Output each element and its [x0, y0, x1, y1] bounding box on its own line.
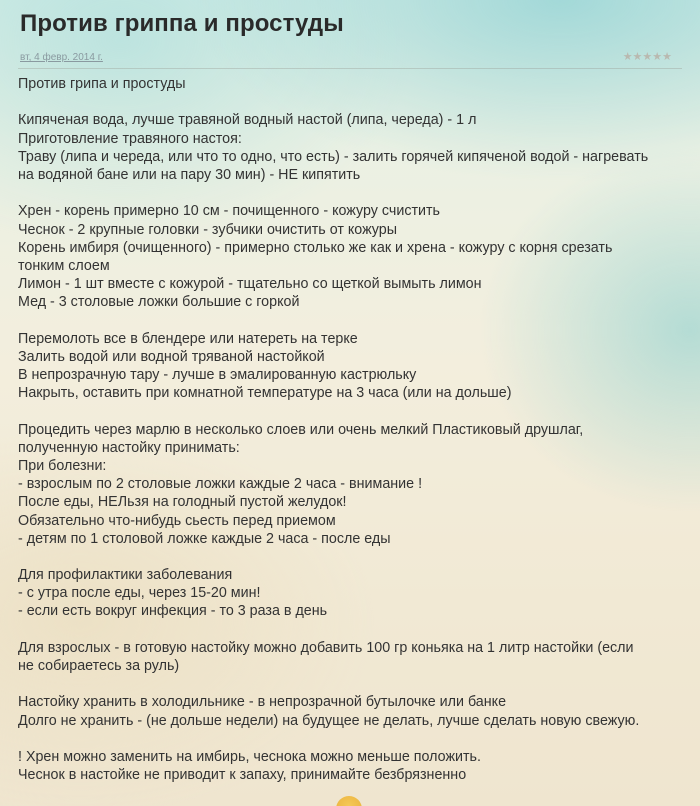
text-line: Для профилактики заболевания: [18, 567, 233, 584]
blank-line: [18, 311, 688, 329]
text-line: Лимон - 1 шт вместе с кожурой - тщательно со щеткой вымыть лимон: [18, 276, 482, 293]
text-line: Против грипа и простуды: [18, 76, 186, 92]
text-line: Для взрослых - в готовую настойку можно добавить 100 гр коньяка на 1 литр настойки (если: [18, 639, 634, 656]
text-line: В непрозрачную тару - лучше в эмалированную кастрюльку: [18, 367, 417, 383]
blank-line: [18, 548, 688, 566]
text-line: тонким слоем: [18, 257, 110, 274]
text-line: Залить водой или водной тряваной настойкой: [18, 348, 325, 365]
blank-line: [18, 402, 688, 420]
text-line: полученную настойку принимать:: [18, 439, 240, 456]
blank-line: [18, 93, 688, 111]
text-line: - детям по 1 столовой ложке каждые 2 часа - после еды: [18, 530, 391, 547]
text-line: Процедить через марлю в несколько слоев или очень мелкий Пластиковый друшлаг,: [18, 421, 584, 438]
blank-line: [18, 184, 688, 202]
text-line: Обязательно что-нибудь сьесть перед приемом: [18, 512, 336, 529]
blank-line: [18, 621, 688, 639]
blank-line: [18, 730, 688, 748]
post-meta: [18, 52, 682, 69]
text-line: Перемолоть все в блендере или натереть на терке: [18, 330, 358, 347]
page-title: Против гриппа и простуды: [20, 10, 344, 37]
blank-line: [18, 675, 688, 693]
text-line: Долго не хранить - (не дольше недели) на будущее не делать, лучше сделать новую свежую.: [18, 712, 640, 729]
text-line: При болезни:: [18, 457, 107, 474]
text-line: - взрослым по 2 столовые ложки каждые 2 часа - внимание !: [18, 476, 423, 493]
text-line: Чеснок - 2 крупные головки - зубчики очистить от кожуры: [18, 221, 398, 238]
text-line: Хрен - корень примерно 10 см - почищенного - кожуру счистить: [18, 203, 441, 220]
text-line: - если есть вокруг инфекция - то 3 раза в день: [18, 603, 328, 620]
text-line: После еды, НЕЛьзя на голодный пустой желудок!: [18, 494, 347, 511]
text-line: Чеснок в настойке не приводит к запаху, принимайте безбрязненно: [18, 767, 467, 784]
text-line: Настойку хранить в холодильнике - в непрозрачной бутылочке или банке: [18, 694, 507, 711]
text-line: ! Хрен можно заменить на имбирь, чеснока можно меньше положить.: [18, 748, 481, 765]
text-line: - с утра после еды, через 15-20 мин!: [18, 585, 261, 602]
text-line: Приготовление травяного настоя:: [18, 130, 242, 147]
text-line: Мед - 3 столовые ложки большие с горкой: [18, 294, 300, 311]
post-date-link[interactable]: вт, 4 февр. 2014 г.: [20, 52, 103, 63]
text-line: Накрыть, оставить при комнатной температуре на 3 часа (или на дольше): [18, 385, 512, 402]
text-line: Траву (липа и череда, или что то одно, что есть) - залить горячей кипяченой водой - нагревать: [18, 148, 649, 165]
star-rating-icon[interactable]: ★★★★★: [622, 51, 672, 63]
text-line: не собираетесь за руль): [18, 658, 180, 674]
text-line: Корень имбиря (очищенного) - примерно столько же как и хрена - кожуру с корня срезать: [18, 239, 613, 256]
text-line: Кипяченая вода, лучше травяной водный настой (липа, череда) - 1 л: [18, 112, 477, 129]
text-line: на водяной бане или на пару 30 мин) - НЕ кипятить: [18, 166, 361, 183]
scroll-indicator-icon: [336, 796, 362, 806]
post-body: [18, 75, 688, 784]
